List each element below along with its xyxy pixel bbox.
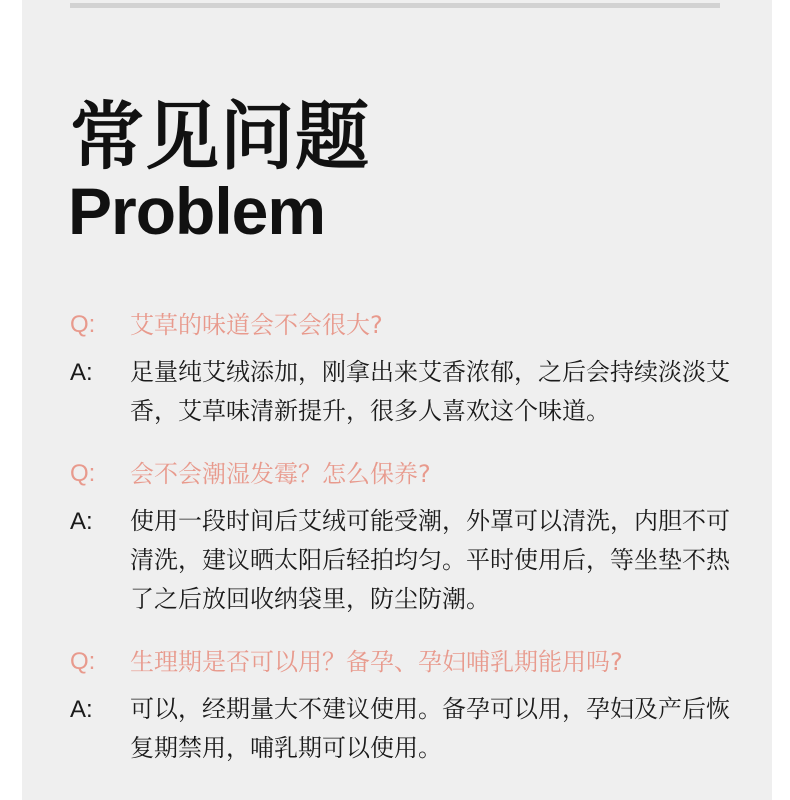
faq-title-english: Problem [68, 174, 326, 248]
question-text: 会不会潮湿发霉？怎么保养? [130, 460, 431, 488]
question-row [70, 454, 730, 494]
question-row [70, 305, 730, 345]
faq-item-moisture [70, 454, 730, 619]
question-text: 艾草的味道会不会很大? [130, 311, 383, 339]
answer-marker: A: [70, 696, 93, 723]
answer-row [70, 690, 730, 768]
question-marker: Q: [70, 311, 96, 338]
question-marker: Q: [70, 648, 96, 675]
faq-item-smell [70, 305, 730, 431]
answer-row [70, 502, 730, 619]
answer-marker: A: [70, 508, 93, 535]
answer-marker: A: [70, 359, 93, 386]
answer-row [70, 353, 730, 431]
question-row [70, 642, 730, 682]
faq-item-menstruation [70, 642, 730, 768]
faq-title-chinese: 常见问题 [70, 94, 370, 180]
top-divider [70, 3, 720, 8]
answer-text: 可以，经期量大不建议使用。备孕可以用，孕妇及产后恢复期禁用，哺乳期可以使用。 [130, 695, 730, 762]
answer-text: 足量纯艾绒添加，刚拿出来艾香浓郁，之后会持续淡淡艾香，艾草味清新提升，很多人喜欢这个味道。 [130, 358, 730, 425]
faq-list [70, 305, 730, 791]
answer-text: 使用一段时间后艾绒可能受潮，外罩可以清洗，内胆不可清洗，建议晒太阳后轻拍均匀。平时使用后，等坐垫不热了之后放回收纳袋里，防尘防潮。 [130, 507, 730, 613]
question-text: 生理期是否可以用？备孕、孕妇哺乳期能用吗? [130, 648, 623, 676]
question-marker: Q: [70, 460, 96, 487]
